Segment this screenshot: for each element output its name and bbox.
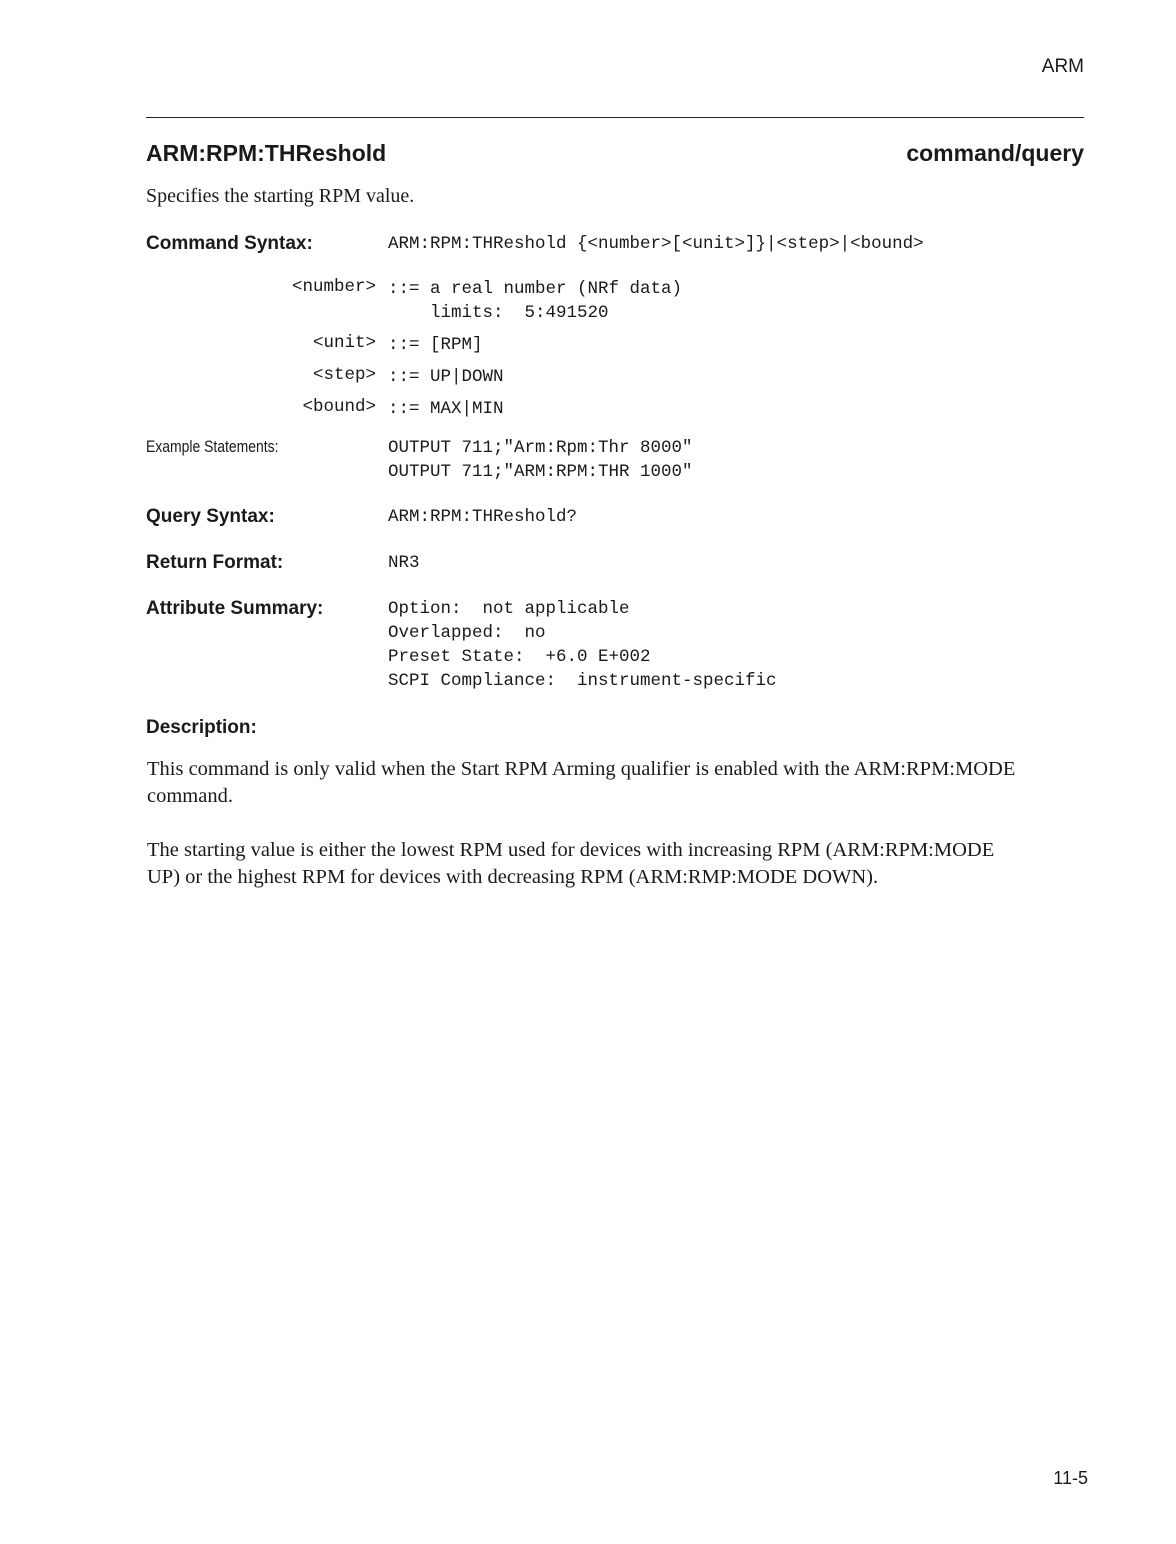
return-format-label: Return Format: bbox=[146, 552, 284, 573]
command-type: command/query bbox=[906, 140, 1084, 166]
example-statements-label: Example Statements: bbox=[146, 437, 279, 456]
description-paragraph-2: The starting value is either the lowest RPM used for devices with increasing RPM (ARM:RPM:MODE UP) or the highest RPM for devices with decreasing RPM (ARM:RMP:MODE DOWN). bbox=[147, 839, 995, 888]
attribute-summary: Option: not applicable Overlapped: no Preset State: +6.0 E+002 SCPI Compliance: instrument-specific bbox=[388, 599, 777, 691]
attribute-summary-label: Attribute Summary: bbox=[146, 598, 324, 619]
def-bound-name: <bound> bbox=[302, 397, 376, 417]
command-summary: Specifies the starting RPM value. bbox=[146, 185, 415, 207]
command-syntax-label: Command Syntax: bbox=[146, 233, 313, 254]
def-number-rhs: ::= a real number (NRf data) limits: 5:491520 bbox=[388, 279, 683, 323]
query-syntax-value: ARM:RPM:THReshold? bbox=[388, 507, 578, 527]
running-head: ARM bbox=[1041, 56, 1084, 77]
description-label: Description: bbox=[146, 717, 257, 738]
def-unit-rhs: ::= [RPM] bbox=[388, 335, 483, 355]
description-paragraph-1: This command is only valid when the Start RPM Arming qualifier is enabled with the ARM:RPM:MODE command. bbox=[147, 758, 1016, 807]
return-format-value: NR3 bbox=[388, 553, 420, 573]
def-number-name: <number> bbox=[291, 277, 376, 297]
def-step-rhs: ::= UP|DOWN bbox=[388, 367, 504, 387]
query-syntax-label: Query Syntax: bbox=[146, 506, 275, 527]
def-bound-rhs: ::= MAX|MIN bbox=[388, 399, 504, 419]
def-step-name: <step> bbox=[312, 365, 376, 385]
example-statements: OUTPUT 711;"Arm:Rpm:Thr 8000" OUTPUT 711;"ARM:RPM:THR 1000" bbox=[388, 438, 693, 482]
header-rule bbox=[146, 117, 1084, 118]
command-title: ARM:RPM:THReshold bbox=[146, 140, 387, 166]
def-unit-name: <unit> bbox=[312, 333, 376, 353]
command-syntax-value: ARM:RPM:THReshold {<number>[<unit>]}|<step>|<bound> bbox=[388, 234, 924, 254]
page-number: 11-5 bbox=[1053, 1468, 1088, 1488]
